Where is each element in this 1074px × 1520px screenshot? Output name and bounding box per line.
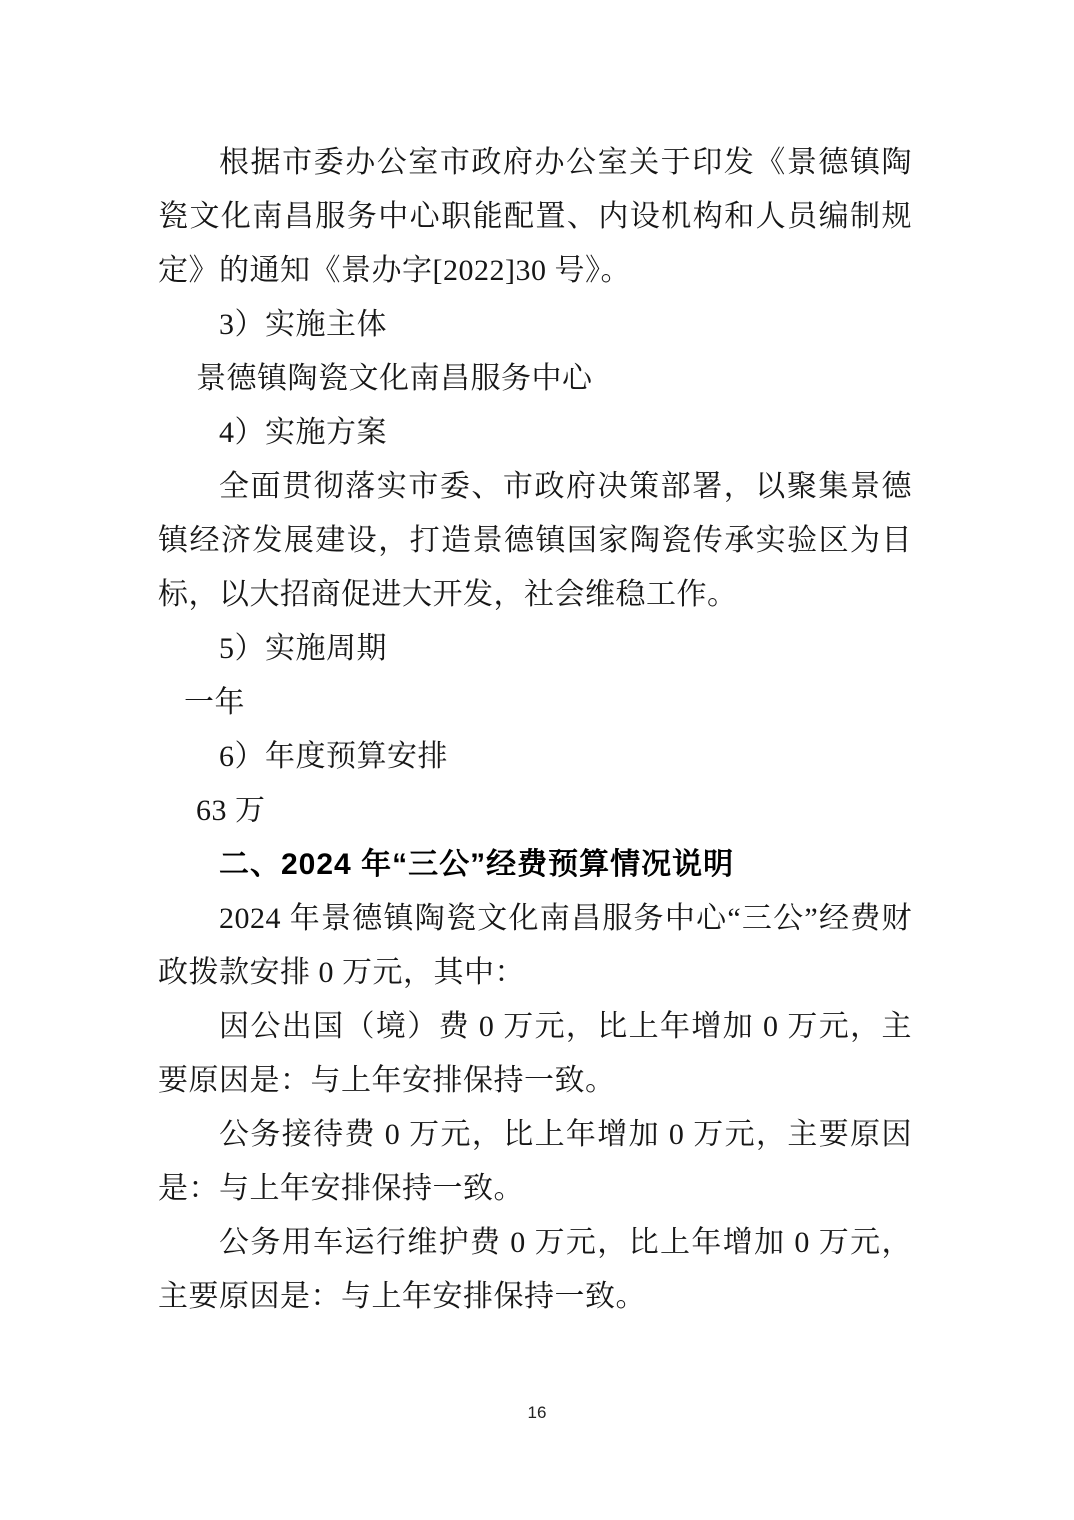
official-reception-expense-paragraph: 公务接待费 0 万元，比上年增加 0 万元，主要原因是：与上年安排保持一致。 [158, 1118, 912, 1205]
notice-paragraph: 根据市委办公室市政府办公室关于印发《景德镇陶瓷文化南昌服务中心职能配置、内设机构和人员编制规定》的通知《景办字[2022]30 号》。 [158, 146, 912, 287]
item-3-label: 3）实施主体 [219, 308, 387, 341]
item-4-value-implementation-plan: 全面贯彻落实市委、市政府决策部署，以聚集景德镇经济发展建设，打造景德镇国家陶瓷传承实验区为目标，以大招商促进大开发，社会维稳工作。 [158, 470, 912, 611]
item-5-value-implementation-period: 一年 [184, 686, 245, 719]
item-6-value-annual-budget: 63 万 [196, 794, 266, 827]
document-body [158, 136, 912, 1324]
section-2-heading: 二、2024 年“三公”经费预算情况说明 [219, 848, 735, 881]
item-5-label: 5）实施周期 [219, 632, 387, 665]
item-6-label: 6）年度预算安排 [219, 740, 448, 773]
official-vehicle-expense-paragraph: 公务用车运行维护费 0 万元，比上年增加 0 万元，主要原因是：与上年安排保持一致。 [158, 1226, 912, 1313]
item-4-label: 4）实施方案 [219, 416, 387, 449]
item-3-value-implementing-body: 景德镇陶瓷文化南昌服务中心 [196, 362, 593, 395]
section-2-intro-paragraph: 2024 年景德镇陶瓷文化南昌服务中心“三公”经费财政拨款安排 0 万元，其中： [158, 902, 912, 989]
overseas-travel-expense-paragraph: 因公出国（境）费 0 万元，比上年增加 0 万元，主要原因是：与上年安排保持一致。 [158, 1010, 912, 1097]
page-number: 16 [527, 1403, 547, 1422]
